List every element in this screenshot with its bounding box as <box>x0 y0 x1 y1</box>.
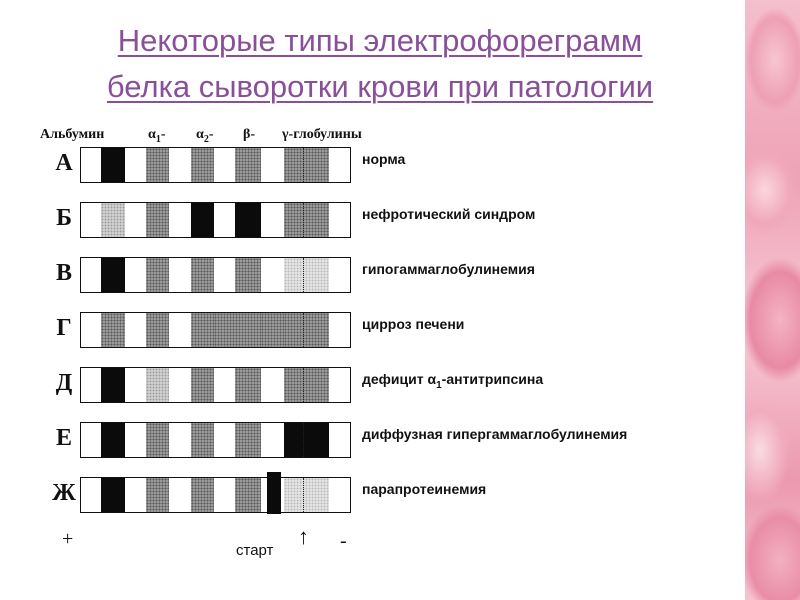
electrophoresis-strip <box>80 477 351 513</box>
protein-band <box>284 313 329 347</box>
row-letter: В <box>55 260 72 286</box>
minus-pole: - <box>340 530 347 552</box>
protein-band <box>191 423 214 457</box>
protein-band <box>101 203 125 237</box>
row-letter: Ж <box>52 480 76 506</box>
start-line <box>303 423 304 457</box>
electrophoresis-strip <box>80 202 351 238</box>
row-letter: Б <box>56 205 72 231</box>
protein-band <box>235 203 261 237</box>
row-letter: Г <box>56 315 72 341</box>
protein-band <box>284 203 329 237</box>
protein-band <box>191 313 214 347</box>
protein-band <box>284 478 329 512</box>
protein-band <box>214 313 235 347</box>
start-line <box>303 478 304 512</box>
protein-band <box>146 368 169 402</box>
plus-pole: + <box>62 528 74 550</box>
protein-band <box>146 423 169 457</box>
protein-band <box>101 368 125 402</box>
row-label: диффузная гипергаммаглобулинемия <box>362 426 628 442</box>
start-line <box>303 203 304 237</box>
page-title <box>30 18 730 110</box>
protein-band <box>101 258 125 292</box>
protein-band <box>101 148 125 182</box>
row-label: дефицит $\alpha_1$-антитрипсина <box>362 371 544 391</box>
protein-band <box>235 368 261 402</box>
row-letter: Д <box>55 370 73 396</box>
start-line <box>303 258 304 292</box>
start-line <box>303 148 304 182</box>
protein-band <box>261 313 284 347</box>
protein-band <box>284 423 329 457</box>
protein-band <box>101 423 125 457</box>
protein-band <box>235 148 261 182</box>
protein-band <box>146 313 169 347</box>
header-alpha2: $\alpha_2-$ <box>196 127 214 145</box>
protein-band <box>284 368 329 402</box>
row-label: парапротеинемия <box>362 481 487 497</box>
header-alpha1: $\alpha_1-$ <box>148 127 166 145</box>
protein-band <box>191 148 214 182</box>
decorative-flower-image <box>745 0 800 600</box>
electrophoresis-strip <box>80 257 351 293</box>
title-line-2: белка сыворотки крови при патологии <box>106 69 654 104</box>
protein-band <box>235 258 261 292</box>
protein-band <box>146 148 169 182</box>
protein-band <box>146 203 169 237</box>
title-line-1: Некоторые типы электрофореграмм <box>117 23 643 58</box>
protein-band <box>146 478 169 512</box>
row-label: нефротический синдром <box>362 206 536 222</box>
protein-band <box>191 478 214 512</box>
start-arrow-icon: ↑ <box>298 524 309 549</box>
electrophoresis-strip <box>80 147 351 183</box>
protein-band <box>101 313 125 347</box>
start-line <box>303 313 304 347</box>
row-label: цирроз печени <box>362 316 465 332</box>
protein-band <box>191 368 214 402</box>
protein-band <box>235 478 261 512</box>
start-line <box>303 368 304 402</box>
electrophoresis-strip <box>80 422 351 458</box>
header-beta: β- <box>243 127 256 142</box>
m-spike-band <box>267 472 281 514</box>
row-letter: Е <box>55 425 72 451</box>
protein-band <box>191 258 214 292</box>
protein-band <box>284 148 329 182</box>
protein-band <box>284 258 329 292</box>
header-albumin: Альбумин <box>40 127 105 142</box>
header-gamma: γ-глобулины <box>282 127 362 142</box>
row-label: гипогаммаглобулинемия <box>362 261 535 277</box>
electrophoresis-strip <box>80 312 351 348</box>
protein-band <box>191 203 214 237</box>
row-label: норма <box>362 151 406 167</box>
electrophoresis-strip <box>80 367 351 403</box>
protein-band <box>146 258 169 292</box>
protein-band <box>235 423 261 457</box>
row-letter: А <box>55 150 73 176</box>
start-label: старт <box>236 542 274 559</box>
protein-band <box>235 313 261 347</box>
protein-band <box>101 478 125 512</box>
